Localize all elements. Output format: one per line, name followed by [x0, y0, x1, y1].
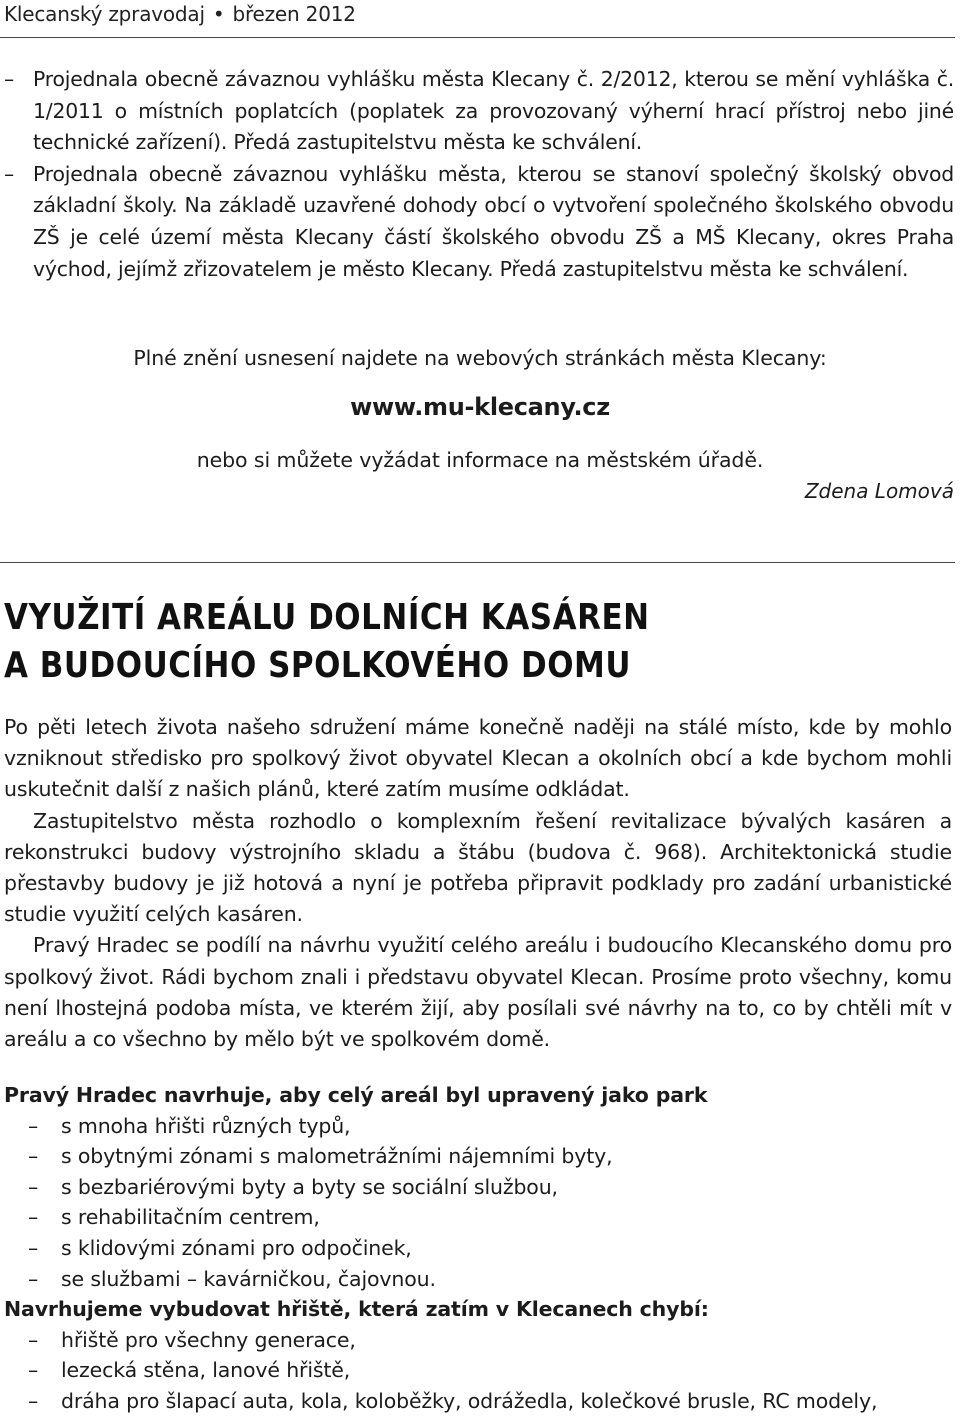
list-dash: – [28, 1144, 39, 1169]
list-item [4, 1233, 954, 1264]
list-item [4, 1202, 954, 1233]
resolution-list [4, 64, 954, 285]
list-dash: – [28, 1327, 39, 1352]
article-headline [4, 594, 821, 690]
headline-line: A BUDOUCÍHO SPOLKOVÉHO DOMU [4, 645, 632, 686]
list-item [4, 1141, 954, 1172]
list-dash: – [28, 1266, 39, 1291]
resolution-item [4, 64, 954, 159]
list-item [4, 1264, 954, 1295]
article-paragraph: Zastupitelstvo města rozhodlo o komplexním řešení revitalizace bývalých kasáren a rekonstrukci budovy výstrojního skladu a štábu (budova č. 968). Architektonická studie přestavby budovy je již hotová a nyní je potřeba připravit podklady pro zadání urbanistické studie využití celých kasáren. [4, 808, 952, 927]
headline-line: VYUŽITÍ AREÁLU DOLNÍCH KASÁREN [4, 597, 650, 638]
issue-date: březen 2012 [232, 2, 356, 26]
list-item-text: hřiště pro všechny generace, [61, 1327, 356, 1352]
list-item-text: s rehabilitačním centrem, [61, 1205, 320, 1230]
list-item [4, 1172, 954, 1203]
list-dash: – [4, 67, 14, 91]
notice-intro: Plné znění usnesení najdete na webových stránkách města Klecany: [133, 346, 827, 370]
list-dash: – [28, 1388, 39, 1413]
list-item [4, 1386, 954, 1417]
park-proposal-lead: Pravý Hradec navrhuje, aby celý areál byl upravený jako park [4, 1083, 708, 1107]
list-item-text: lezecká stěna, lanové hřiště, [61, 1358, 351, 1383]
list-dash: – [28, 1113, 39, 1138]
list-dash: – [4, 161, 14, 186]
proposal-lists [4, 1080, 954, 1417]
list-item [4, 1325, 954, 1356]
list-dash: – [28, 1358, 39, 1383]
article-body [4, 712, 952, 1055]
author-signature: Zdena Lomová [804, 479, 954, 503]
website-link[interactable]: www.mu-klecany.cz [350, 393, 610, 421]
list-item [4, 1355, 954, 1386]
header-bullet: • [212, 2, 225, 26]
playground-proposal-list [4, 1325, 954, 1417]
resolution-text: Projednala obecně závaznou vyhlášku města Klecany č. 2/2012, kterou se mění vyhláška č. 1/2011 o místních poplatcích (poplatek za provozovaný výherní hrací přístroj nebo jiné technické zařízení). Předá zastupitelstvu města ke schválení. [33, 67, 954, 155]
playground-proposal-lead: Navrhujeme vybudovat hřiště, která zatím v Klecanech chybí: [4, 1297, 709, 1322]
section-divider [0, 562, 955, 563]
header-divider [0, 37, 955, 38]
list-dash: – [28, 1205, 39, 1230]
list-item-text: s mnoha hřišti různých typů, [61, 1113, 351, 1138]
resolution-item [4, 159, 954, 285]
park-proposal-list [4, 1111, 954, 1295]
list-item-text: s bezbariérovými byty a byty se sociální službou, [61, 1174, 558, 1199]
list-item-text: s klidovými zónami pro odpočinek, [61, 1235, 412, 1260]
list-item-text: s obytnými zónami s malometrážními nájemními byty, [61, 1144, 613, 1169]
list-item-text: dráha pro šlapací auta, kola, koloběžky, odrážedla, kolečkové brusle, RC modely, [61, 1388, 878, 1413]
notice-office: nebo si můžete vyžádat informace na městském úřadě. [196, 448, 764, 472]
list-item [4, 1111, 954, 1142]
resolution-text: Projednala obecně závaznou vyhlášku města, kterou se stanoví společný školský obvod základní školy. Na základě uzavřené dohody obcí o vytvoření společného školského obvodu ZŠ je celé území města Klecany částí školského obvodu ZŠ a MŠ Klecany, okres Praha východ, jejímž zřizovatelem je město Klecany. Předá zastupitelstvu města ke schválení. [33, 161, 954, 281]
list-item-text: se službami – kavárničkou, čajovnou. [61, 1266, 436, 1291]
publication-name: Klecanský zpravodaj [4, 2, 205, 26]
article-paragraph: Po pěti letech života našeho sdružení máme konečně naději na stálé místo, kde by mohlo vzniknout středisko pro spolkový život obyvatel Klecan a okolních obcí a kde bychom mohli uskutečnit další z našich plánů, které zatím musíme odkládat. [4, 715, 952, 802]
article-paragraph: Pravý Hradec se podílí na návrhu využití celého areálu i budoucího Klecanského domu pro spolkový život. Rádi bychom znali i představu obyvatel Klecan. Prosíme proto všechny, komu není lhostejná podoba místa, ve kterém žijí, aby posílali své návrhy na to, co by chtěli mít v areálu a co všechno by mělo být ve spolkovém domě. [4, 933, 952, 1052]
list-dash: – [28, 1174, 39, 1199]
list-dash: – [28, 1235, 39, 1260]
running-header [4, 1, 356, 27]
